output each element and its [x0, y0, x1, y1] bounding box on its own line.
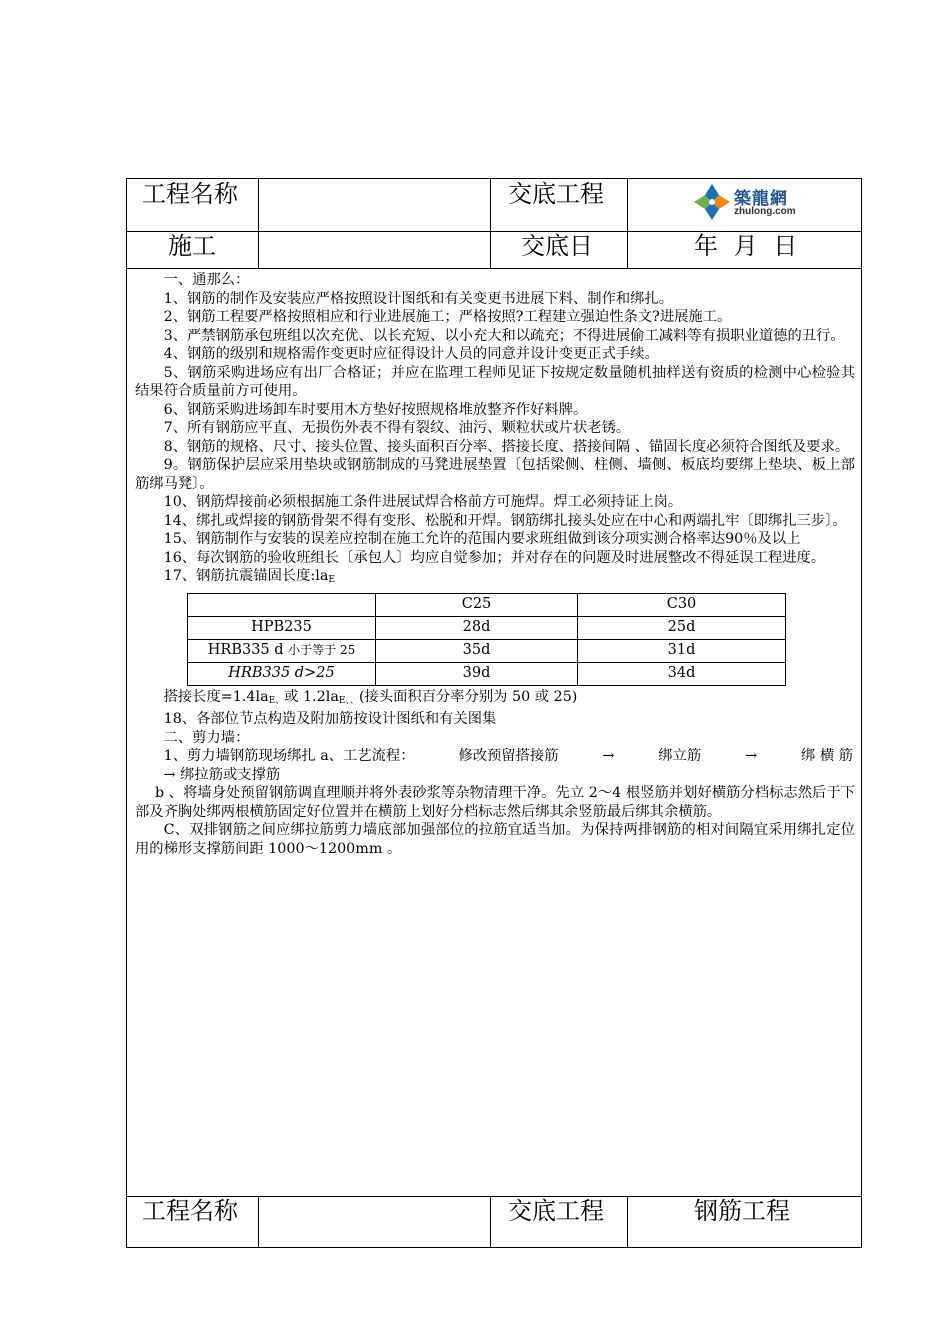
item-8: 8、钢筋的规格、尺寸、接头位置、接头面积百分率、搭接长度、搭接间隔 、锚固长度必须符合图纸及要求。	[163, 438, 850, 455]
table-row	[188, 616, 786, 639]
table-cell: 35d	[376, 639, 578, 662]
col-divider	[490, 179, 491, 268]
footer-handover-project-value: 钢筋工程	[694, 1197, 790, 1225]
table-cell: HRB335 d>25	[188, 662, 376, 685]
wall-step-c: C、双排钢筋之间应绑拉筋剪力墙底部加强部位的拉筋宜适当加。为保持两排钢筋的相对间隔宜采用绑扎定位用的梯形支撑筋间距 1000～1200mm 。	[135, 822, 855, 857]
item-2: 2、钢筋工程要严格按照相应和行业进展施工；严格按照?工程建立强迫性条文?进展施工。	[163, 309, 732, 325]
handover-content	[135, 271, 855, 858]
table-header-cell: C25	[376, 593, 578, 616]
table-row	[188, 639, 786, 662]
item-17-text: 17、钢筋抗震锚固长度:la	[163, 568, 329, 584]
lap-length-c: (接头面积百分率分别为 50 或 25)	[358, 688, 578, 705]
table-header-cell: C30	[578, 593, 786, 616]
table-cell-suffix: 小于等于 25	[288, 643, 356, 658]
table-cell: 39d	[376, 662, 578, 685]
item-6: 6、钢筋采购进场卸车时要用木方垫好按照规格堆放整齐作好料牌。	[163, 401, 588, 418]
footer-project-name-label: 工程名称	[142, 1197, 238, 1225]
table-cell: HPB235	[188, 616, 376, 639]
item-18: 18、各部位节点构造及附加筋按设计图纸和有关图集	[163, 711, 497, 727]
row-divider	[127, 268, 861, 269]
item-10: 10、钢筋焊接前必须根据施工条件进展试焊合格前方可施焊。焊工必须持证上岗。	[163, 494, 683, 510]
flow-step-tie: → 绑拉筋或支撑筋	[163, 766, 281, 783]
wall-step-b: b 、将墙身处预留钢筋调直理顺并将外表砂浆等杂物清理干净。先立 2～4 根竖筋并划好横筋分档标志然后于下部及齐胸处绑两根横筋固定好位置并在横筋上划好分档标志然后绑其余竖筋最后绑其余横筋。	[135, 785, 855, 820]
table-row	[188, 662, 786, 685]
table-cell: 25d	[578, 616, 786, 639]
flow-arrow: →	[602, 748, 615, 764]
table-header-row	[188, 593, 786, 616]
col-divider	[258, 1196, 259, 1248]
flow-step-intro: 1、剪力墙钢筋现场绑扎 a、工艺流程：	[163, 748, 415, 764]
project-name-label: 工程名称	[142, 180, 238, 208]
item-9: 9。钢筋保护层应采用垫块或钢筋制成的马凳进展垫置〔包括梁侧、柱侧、墙侧、板底均要绑上垫块、板上部筋绑马凳〕。	[135, 457, 855, 492]
flow-step-horizontal: 绑 横 筋	[800, 748, 853, 764]
item-4: 4、钢筋的级别和规格需作变更时应征得设计人员的同意并设计变更正式手续。	[163, 346, 659, 362]
table-cell: 28d	[376, 616, 578, 639]
flow-arrow: →	[745, 748, 758, 764]
lap-length-b: 或 1.2la	[284, 688, 339, 705]
zhulong-logo	[692, 182, 802, 222]
flow-step-splice: 修改预留搭接筋	[458, 748, 559, 764]
section-general-title: 一、通那么：	[163, 272, 250, 288]
handover-project-label: 交底工程	[508, 180, 604, 208]
item-17	[135, 567, 855, 590]
table-header-cell	[188, 593, 376, 616]
col-divider	[627, 179, 628, 268]
footer-handover-project-label: 交底工程	[508, 1197, 604, 1225]
item-15: 15、钢筋制作与安装的误差应控制在施工允许的范围内要求班组做到该分项实测合格率达90％及以上	[163, 531, 801, 547]
table-cell-text: HRB335 d	[207, 642, 284, 659]
lap-length-a: 搭接长度=1.4la	[163, 688, 269, 705]
logo-text-en: zhulong.com	[734, 206, 796, 217]
logo-text-cn: 築龍網	[734, 189, 788, 209]
col-divider	[490, 1196, 491, 1248]
table-cell	[188, 639, 376, 662]
item-1: 1、钢筋的制作及安装应严格按照设计图纸和有关变更书进展下料、制作和绑扎。	[163, 290, 674, 307]
item-5: 5、钢筋采购进场应有出厂合格证；并应在监理工程师见证下按规定数量随机抽样送有资质的检测中心检验其结果符合质量前方可使用。	[135, 364, 855, 399]
zhulong-logo-icon	[692, 182, 732, 222]
item-3: 3、严禁钢筋承包班组以次充优、以长充短、以小充大和以疏充；不得进展偷工减料等有损职业道德的丑行。	[163, 327, 845, 344]
table-cell: 31d	[578, 639, 786, 662]
item-14: 14、绑扎或焊接的钢筋骨架不得有变形、松脱和开焊。钢筋绑扎接头处应在中心和两端扎牢〔即绑扎三步〕。	[163, 512, 847, 529]
col-divider	[627, 1196, 628, 1248]
item-16: 16、每次钢筋的验收班组长〔承包人〕均应自觉参加；并对存在的问题及时进展整改不得延误工程进度。	[163, 549, 826, 566]
lap-sub-2: E、、	[338, 695, 359, 706]
item-7: 7、所有钢筋应平直、无损伤外表不得有裂纹、油污、颗粒状或片状老锈。	[163, 420, 631, 436]
lap-sub-1: E、	[268, 695, 285, 706]
handover-date-label: 交底日	[521, 232, 593, 260]
process-flow-line	[135, 747, 855, 766]
item-17-subscript: E	[328, 575, 335, 585]
date-field: 年 月 日	[694, 232, 798, 260]
col-divider	[258, 179, 259, 268]
anchorage-length-table	[187, 593, 786, 686]
flow-step-vertical: 绑立筋	[658, 748, 702, 764]
construction-label: 施工	[168, 232, 216, 260]
table-cell: 34d	[578, 662, 786, 685]
section-shear-wall-title: 二、剪力墙：	[163, 729, 250, 746]
lap-length	[135, 688, 855, 711]
